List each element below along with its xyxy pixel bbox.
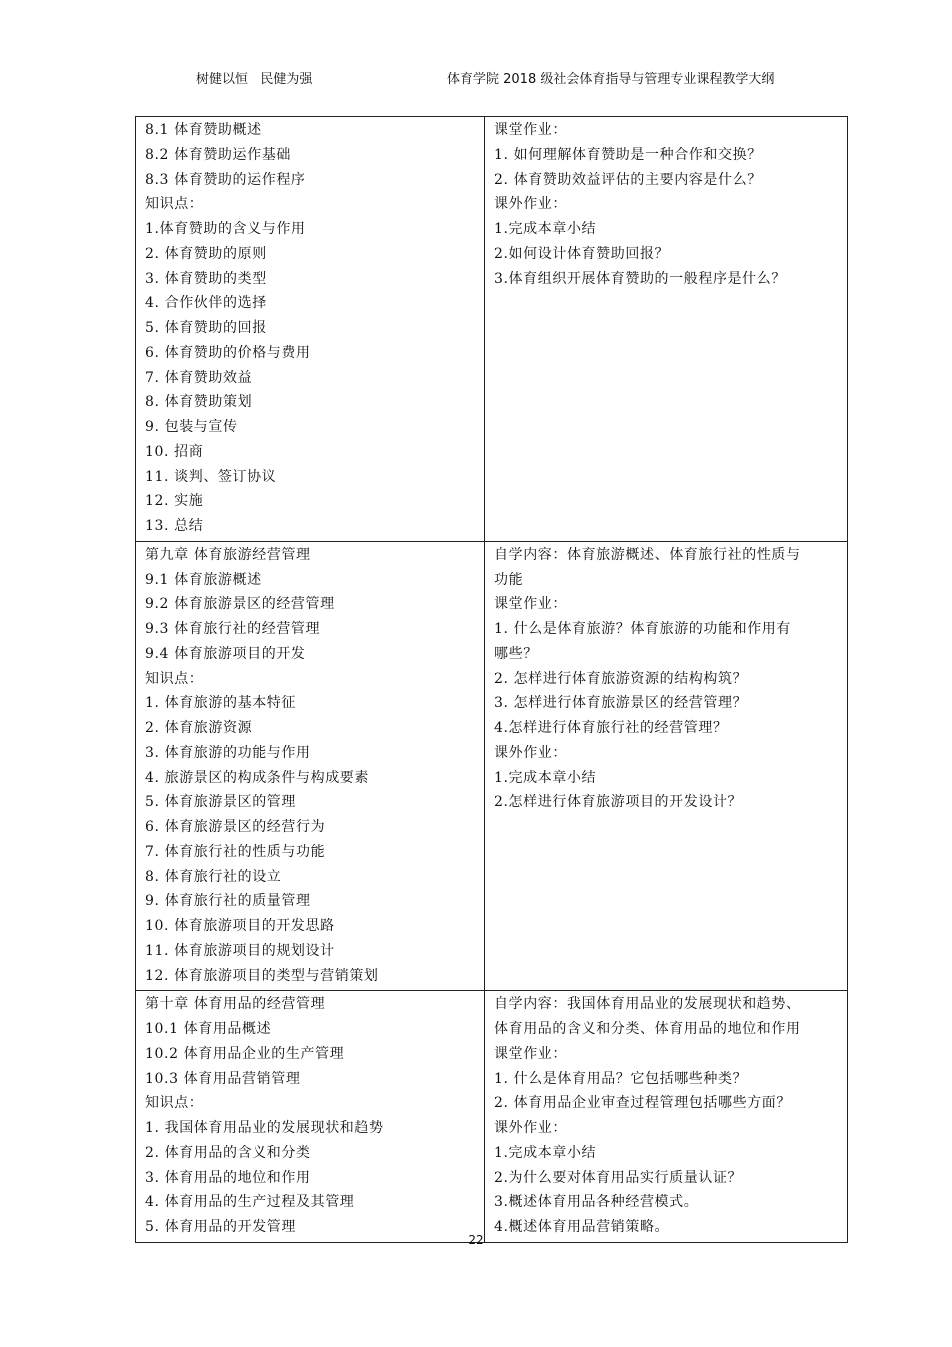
assignment-line: 课外作业： <box>494 744 567 761</box>
assignment-line: 哪些？ <box>494 645 538 662</box>
content-line: 6. 体育旅游景区的经营行为 <box>145 819 326 835</box>
content-line: 6. 体育赞助的价格与费用 <box>145 344 311 361</box>
assignment-line: 自学内容：我国体育用品业的发展现状和趋势、 <box>494 996 801 1013</box>
page-number: 22 <box>468 1233 484 1247</box>
assignment-line: 课堂作业： <box>494 596 567 613</box>
header-motto: 树健以恒 民健为强 <box>196 72 313 87</box>
chapter-content-cell <box>136 117 485 542</box>
chapter-title: 第九章 体育旅游经营管理 <box>145 546 311 563</box>
content-line: 8.2 体育赞助运作基础 <box>145 146 291 163</box>
assignment-line: 3.体育组织开展体育赞助的一般程序是什么？ <box>494 270 786 287</box>
table-row <box>136 117 848 542</box>
assignment-line: 1.完成本章小结 <box>494 769 597 786</box>
assignment-line: 课堂作业： <box>494 122 567 138</box>
content-line: 9.3 体育旅行社的经营管理 <box>145 621 321 637</box>
content-line: 10.3 体育用品营销管理 <box>145 1070 301 1087</box>
content-line: 4. 旅游景区的构成条件与构成要素 <box>145 769 370 786</box>
content-line: 11. 体育旅游项目的规划设计 <box>145 942 335 959</box>
content-line: 2. 体育旅游资源 <box>145 720 253 736</box>
assignment-line: 2.为什么要对体育用品实行质量认证？ <box>494 1169 743 1186</box>
assignment-line: 2. 怎样进行体育旅游资源的结构构筑？ <box>494 670 748 687</box>
content-line: 9. 体育旅行社的质量管理 <box>145 893 311 910</box>
assignment-line: 1. 如何理解体育赞助是一种合作和交换？ <box>494 146 762 163</box>
assignment-line: 课堂作业： <box>494 1045 567 1062</box>
content-line: 知识点： <box>145 196 204 213</box>
content-line: 5. 体育赞助的回报 <box>145 320 267 336</box>
assignment-line: 4.概述体育用品营销策略。 <box>494 1219 670 1235</box>
content-line: 7. 体育赞助效益 <box>145 369 253 386</box>
content-line: 8.3 体育赞助的运作程序 <box>145 171 306 188</box>
content-line: 9. 包装与宣传 <box>145 419 238 435</box>
content-line: 2. 体育用品的含义和分类 <box>145 1144 311 1161</box>
content-line: 2. 体育赞助的原则 <box>145 245 267 262</box>
content-line: 知识点： <box>145 670 204 687</box>
assignment-line: 1.完成本章小结 <box>494 221 597 237</box>
assignment-line: 1.完成本章小结 <box>494 1144 597 1161</box>
content-line: 3. 体育用品的地位和作用 <box>145 1169 311 1186</box>
syllabus-table <box>135 116 848 1243</box>
assignment-line: 课外作业： <box>494 1120 567 1136</box>
table-row <box>136 541 848 991</box>
assignment-line: 1. 什么是体育旅游？体育旅游的功能和作用有 <box>494 621 792 637</box>
assignment-cell <box>485 541 848 991</box>
content-line: 8. 体育赞助策划 <box>145 394 253 411</box>
content-line: 12. 实施 <box>145 493 204 510</box>
assignment-line: 2.如何设计体育赞助回报？ <box>494 245 670 262</box>
content-line: 7. 体育旅行社的性质与功能 <box>145 843 326 860</box>
content-line: 3. 体育赞助的类型 <box>145 270 267 287</box>
content-line: 1. 体育旅游的基本特征 <box>145 695 297 712</box>
assignment-line: 1. 什么是体育用品？它包括哪些种类？ <box>494 1070 748 1087</box>
content-line: 10.2 体育用品企业的生产管理 <box>145 1045 345 1062</box>
chapter-title: 第十章 体育用品的经营管理 <box>145 996 326 1013</box>
content-line: 10.1 体育用品概述 <box>145 1021 272 1037</box>
content-line: 8.1 体育赞助概述 <box>145 122 262 138</box>
assignment-line: 4.怎样进行体育旅行社的经营管理？ <box>494 720 728 736</box>
assignment-line: 2.怎样进行体育旅游项目的开发设计？ <box>494 794 743 811</box>
table-row <box>136 991 848 1243</box>
content-line: 9.2 体育旅游景区的经营管理 <box>145 596 335 613</box>
content-line: 8. 体育旅行社的设立 <box>145 868 282 885</box>
assignment-line: 3. 怎样进行体育旅游景区的经营管理？ <box>494 695 748 712</box>
assignment-line: 2. 体育赞助效益评估的主要内容是什么？ <box>494 171 762 188</box>
content-line: 3. 体育旅游的功能与作用 <box>145 744 311 761</box>
content-line: 10. 招商 <box>145 443 204 460</box>
content-line: 5. 体育用品的开发管理 <box>145 1219 297 1235</box>
content-line: 12. 体育旅游项目的类型与营销策划 <box>145 967 379 984</box>
content-line: 13. 总结 <box>145 518 204 534</box>
content-line: 1.体育赞助的含义与作用 <box>145 221 306 237</box>
content-line: 10. 体育旅游项目的开发思路 <box>145 918 335 934</box>
assignment-line: 体育用品的含义和分类、体育用品的地位和作用 <box>494 1021 801 1037</box>
content-line: 4. 体育用品的生产过程及其管理 <box>145 1194 355 1211</box>
content-line: 5. 体育旅游景区的管理 <box>145 794 297 811</box>
content-line: 9.4 体育旅游项目的开发 <box>145 645 306 662</box>
content-line: 4. 合作伙伴的选择 <box>145 295 267 312</box>
assignment-cell <box>485 991 848 1243</box>
content-line: 知识点： <box>145 1095 204 1112</box>
header-document-title: 体育学院 2018 级社会体育指导与管理专业课程教学大纲 <box>447 72 775 87</box>
assignment-line: 自学内容：体育旅游概述、体育旅行社的性质与 <box>494 546 801 563</box>
content-line: 9.1 体育旅游概述 <box>145 571 262 588</box>
content-line: 11. 谈判、签订协议 <box>145 468 277 485</box>
assignment-line: 功能 <box>494 571 524 588</box>
assignment-line: 课外作业： <box>494 196 567 213</box>
content-line: 1. 我国体育用品业的发展现状和趋势 <box>145 1120 384 1136</box>
assignment-line: 2. 体育用品企业审查过程管理包括哪些方面？ <box>494 1095 792 1112</box>
chapter-content-cell <box>136 991 485 1243</box>
assignment-cell <box>485 117 848 542</box>
page-header <box>0 68 952 88</box>
chapter-content-cell <box>136 541 485 991</box>
assignment-line: 3.概述体育用品各种经营模式。 <box>494 1194 699 1211</box>
